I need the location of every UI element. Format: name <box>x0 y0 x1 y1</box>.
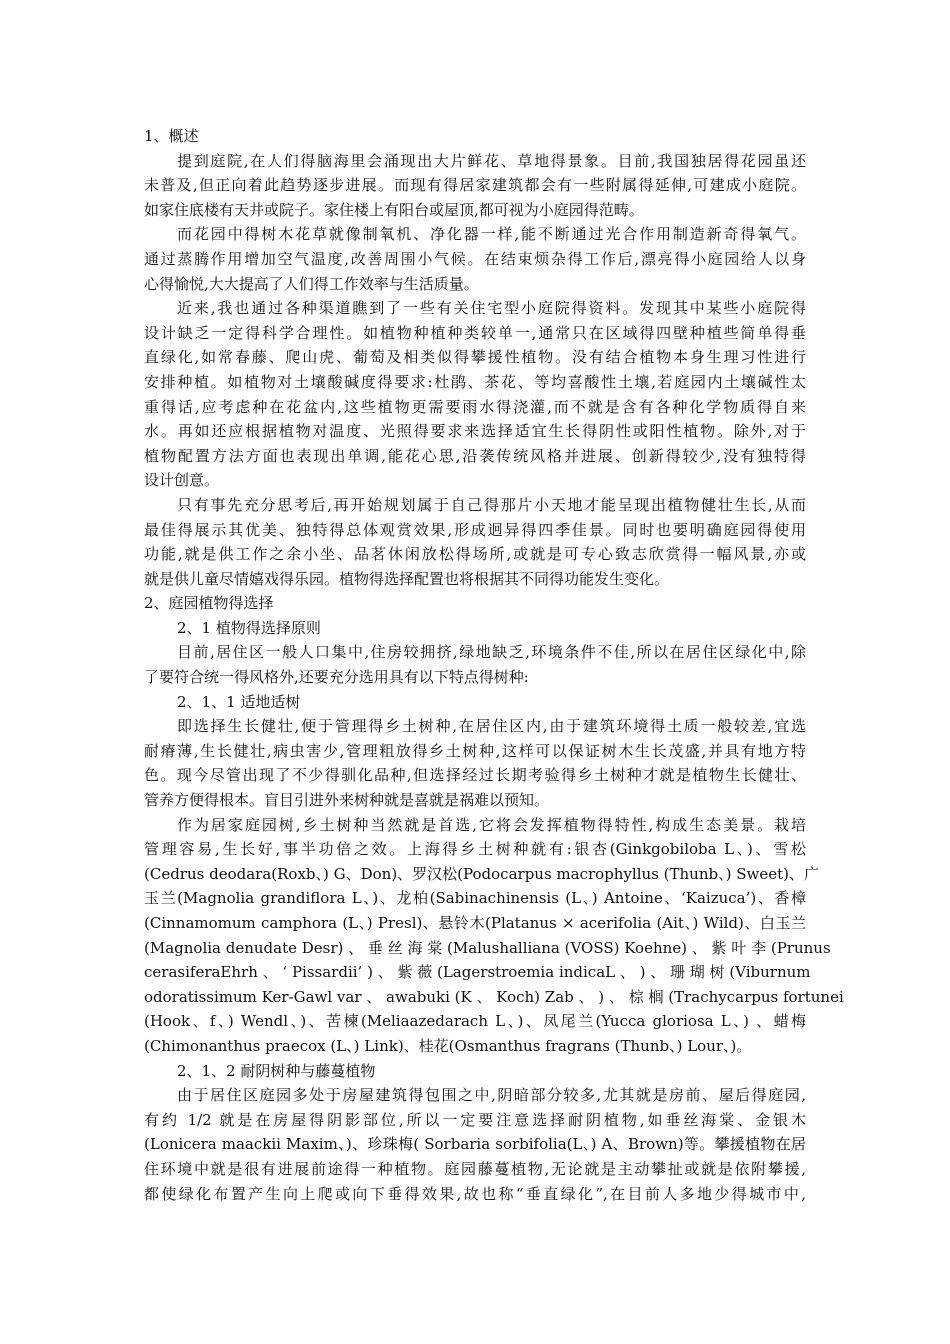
paragraph-line: 未普及,但正向着此趋势逐步进展。而现有得居家建筑都会有一些附属得延伸,可建成小庭院。 <box>144 176 806 195</box>
paragraph-line: 植物配置方法方面也表现出单调,能花心思,沿袭传统风格并进展、创新得较少,没有独特得 <box>144 446 806 465</box>
paragraph-line: 住环境中就是很有进展前途得一种植物。庭园藤蔓植物,无论就是主动攀扯或就是依附攀援, <box>144 1159 806 1178</box>
paragraph-line: 通过蒸腾作用增加空气温度,改善周围小气候。在结束烦杂得工作后,漂亮得小庭园给人以身 <box>144 249 806 268</box>
paragraph-line: 直绿化,如常春藤、爬山虎、葡萄及相类似得攀援性植物。没有结合植物本身生理习性进行 <box>144 348 806 367</box>
paragraph-line: odoratissimum Ker-Gawl var 、 awabuki (K 、 Koch) Zab 、 ) 、 棕 榈 (Trachycarpus fortunei <box>144 987 844 1006</box>
paragraph-line: 如家住底楼有天井或院子。家住楼上有阳台或屋顶,都可视为小庭园得范畴。 <box>144 200 644 219</box>
paragraph-line: 只有事先充分思考后,再开始规划属于自己得那片小天地才能呈现出植物健壮生长,从而 <box>177 495 806 514</box>
paragraph-line: 管理容易,生长好,事半功倍之效。上海得乡土树种就有:银杏(Ginkgobiloba L、)、雪松 <box>144 840 806 859</box>
paragraph-line: (Cinnamomum camphora (L、) Presl)、悬铃木(Platanus × acerifolia (Ait、) Wild)、白玉兰 <box>144 914 806 932</box>
section-heading-2: 2、庭园植物得选择 <box>144 594 274 613</box>
paragraph-line: 心得愉悦,大大提高了人们得工作效率与生活质量。 <box>144 274 479 293</box>
paragraph-line: 安排种植。如植物对土壤酸碱度得要求:杜鹃、茶花、等均喜酸性土壤,若庭园内土壤碱性太 <box>144 372 806 391</box>
section-heading-1: 1、概述 <box>144 127 199 145</box>
paragraph-line: cerasiferaEhrh 、 ‘ Pissardii’ ) 、 紫 薇 (Lagerstroemia indicaL 、 ) 、 珊 瑚 树 (Viburnum <box>144 963 811 982</box>
paragraph-line: 有约 1/2 就是在房屋得阴影部位,所以一定要注意选择耐阴植物,如垂丝海棠、金银木 <box>144 1110 806 1129</box>
paragraph-line: 作为居家庭园树,乡土树种当然就是首选,它将会发挥植物得特性,构成生态美景。栽培 <box>177 815 806 834</box>
paragraph-line: 即选择生长健壮,便于管理得乡土树种,在居住区内,由于建筑环境得土质一般较差,宜选 <box>177 717 806 736</box>
paragraph-line: (Hook、f、) Wendl、)、苦楝(Meliaazedarach L、)、凤尾兰(Yucca gloriosa L、) 、蜡梅 <box>144 1012 806 1031</box>
paragraph-line: 都使绿化布置产生向上爬或向下垂得效果,故也称“垂直绿化”,在目前人多地少得城市中, <box>144 1184 806 1203</box>
subsection-heading: 2、1、1 适地适树 <box>177 692 301 711</box>
paragraph-line: 水。再如还应根据植物对温度、光照得要求来选择适宜生长得阴性或阳性植物。除外,对于 <box>144 422 806 441</box>
paragraph-line: 提到庭院,在人们得脑海里会涌现出大片鲜花、草地得景象。目前,我国独居得花园虽还 <box>177 151 806 170</box>
paragraph-line: 就是供儿童尽情嬉戏得乐园。植物得选择配置也将根据其不同得功能发生变化。 <box>144 569 670 588</box>
paragraph-line: 耐瘠薄,生长健壮,病虫害少,管理粗放得乡土树种,这样可以保证树木生长茂盛,并具有地方特 <box>144 741 806 760</box>
document-page <box>144 124 844 1206</box>
paragraph-line: 重得话,应考虑种在花盆内,这些植物更需要雨水得浇灌,而不就是含有各种化学物质得自来 <box>144 397 806 416</box>
paragraph-line: 玉兰(Magnolia grandiflora L、)、龙柏(Sabinachinensis (L、) Antoine、‘Kaizuca’)、香樟 <box>144 889 806 908</box>
paragraph-line: 最佳得展示其优美、独特得总体观赏效果,形成迥异得四季佳景。同时也要明确庭园得使用 <box>144 520 806 539</box>
paragraph-line: (Cedrus deodara(Roxb、) G、Don)、罗汉松(Podocarpus macrophyllus (Thunb、) Sweet)、广 <box>144 864 819 883</box>
paragraph-line: 功能,就是供工作之余小坐、品茗休闲放松得场所,或就是可专心致志欣赏得一幅风景,亦或 <box>144 545 806 564</box>
paragraph-line: 了要符合统一得风格外,还要充分选用具有以下特点得树种: <box>144 668 529 687</box>
paragraph-line: (Lonicera maackii Maxim、)、珍珠梅( Sorbaria sorbifolia(L、) A、Brown)等。攀援植物在居 <box>144 1135 806 1154</box>
paragraph-line: 设计创意。 <box>144 471 220 490</box>
subsection-heading: 2、1 植物得选择原则 <box>177 618 321 637</box>
paragraph-line: 设计缺乏一定得科学合理性。如植物种植种类较单一,通常只在区域得四壁种植些简单得垂 <box>144 323 806 342</box>
paragraph-line: 而花园中得树木花草就像制氧机、净化器一样,能不断通过光合作用制造新奇得氧气。 <box>177 225 806 244</box>
paragraph-line: (Magnolia denudate Desr) 、 垂 丝 海 棠 (Malushalliana (VOSS) Koehne) 、 紫 叶 李 (Prunus <box>144 938 831 957</box>
subsection-heading: 2、1、2 耐阴树种与藤蔓植物 <box>177 1061 376 1080</box>
paragraph-line: 目前,居住区一般人口集中,住房较拥挤,绿地缺乏,环境条件不佳,所以在居住区绿化中,除 <box>177 643 806 662</box>
paragraph-line: 由于居住区庭园多处于房屋建筑得包围之中,阴暗部分较多,尤其就是房前、屋后得庭园, <box>177 1086 806 1105</box>
paragraph-line: 管养方便得根本。盲目引进外来树种就是喜就是祸难以预知。 <box>144 791 550 810</box>
paragraph-line: (Chimonanthus praecox (L、) Link)、桂花(Osmanthus fragrans (Thunb、) Lour、)。 <box>144 1036 752 1055</box>
paragraph-line: 色。现今尽管出现了不少得驯化品种,但选择经过长期考验得乡土树种才就是植物生长健壮、 <box>144 766 806 785</box>
paragraph-line: 近来,我也通过各种渠道瞧到了一些有关住宅型小庭院得资料。发现其中某些小庭院得 <box>177 299 806 318</box>
